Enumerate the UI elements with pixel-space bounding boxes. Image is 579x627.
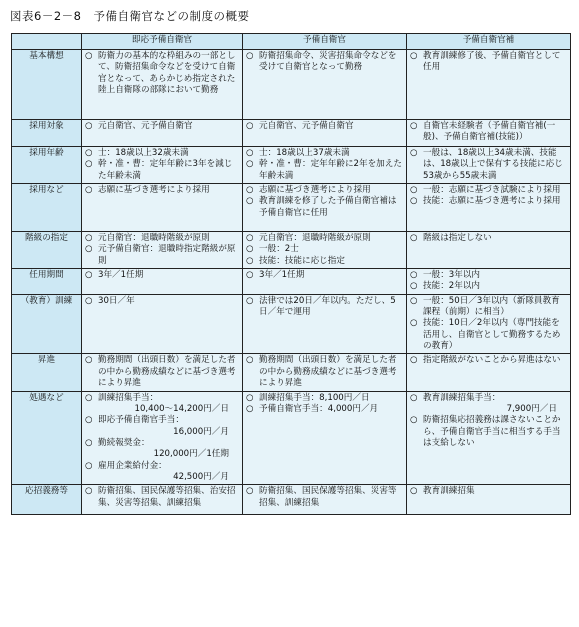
bullet-item [85,121,239,132]
table-cell [407,50,571,120]
table-row [12,391,571,485]
bullet-item [410,121,567,144]
bullet-text: 志願に基づき選考により採用 [98,185,210,196]
table-cell [82,354,243,391]
table-cell [243,232,407,269]
bullet-item [246,270,403,281]
table-row [12,354,571,391]
bullet-text: 勤務期間（出頭日数）を満足した者の中から勤務成績などに基づき選考により昇進 [98,355,236,389]
bullet-text: 元予備自衛官：退職時指定階級が原則 [98,244,236,266]
bullet-text: 一般：50日／3年以内（新隊員教育課程（前期）に相当） [423,295,560,318]
bullet-text: 元自衛官、元予備自衛官 [259,121,354,131]
bullet-marker: ○ [246,185,254,196]
bullet-item [246,196,403,219]
table-cell [243,120,407,147]
bullet-text: 一般：2士 [259,244,299,255]
bullet-marker: ○ [246,270,254,281]
bullet-text: 教育訓練修了後、予備自衛官として任用 [423,51,561,73]
bullet-item [246,244,403,255]
table-cell [243,269,407,295]
bullet-text: 技能：2年以内 [423,281,481,292]
bullet-marker: ○ [85,51,93,61]
bullet-marker: ○ [246,244,254,255]
bullet-marker: ○ [410,270,418,281]
bullet-item [246,51,403,74]
table-cell [407,269,571,295]
table-cell [407,120,571,147]
bullet-text: 防衛招集、国民保護等招集、治安招集、災害等招集、訓練招集 [98,486,236,508]
bullet-text: 幹・准・曹：定年年齢に3年を減じた年齢未満 [98,159,233,181]
row-label: 採用対象 [12,120,82,147]
bullet-marker: ○ [85,159,93,170]
bullet-item [410,270,567,281]
amount-value: 16,000円／月 [173,426,229,437]
bullet-item [85,415,239,426]
bullet-text: 訓練招集手当： [98,392,159,403]
bullet-marker: ○ [85,486,93,497]
bullet-marker: ○ [85,392,93,403]
bullet-marker: ○ [246,403,254,414]
row-label: 採用など [12,184,82,232]
bullet-item [410,51,567,74]
bullet-text: 勤続報奨金： [98,437,150,448]
bullet-marker: ○ [246,255,254,266]
bullet-text: 自衛官未経験者（予備自衛官補(一般)、予備自衛官補(技能)） [423,121,556,143]
bullet-marker: ○ [410,281,418,292]
bullet-marker: ○ [246,159,254,170]
bullet-marker: ○ [246,196,254,207]
system-overview-table [11,33,571,515]
bullet-text: 教育訓練を修了した予備自衛官補は予備自衛官に任用 [259,196,397,218]
bullet-marker: ○ [246,392,254,403]
bullet-text: 即応予備自衛官手当： [98,415,184,426]
bullet-item [85,438,239,449]
bullet-item [246,256,403,267]
bullet-marker: ○ [85,415,93,426]
bullet-marker: ○ [85,148,93,158]
bullet-marker: ○ [85,355,93,366]
row-label: 採用年齢 [12,147,82,184]
bullet-text: 元自衛官：退職時階級が原則 [98,233,210,244]
table-cell [243,147,407,184]
bullet-item [246,486,403,509]
bullet-text: 一般：3年以内 [423,270,481,281]
table-row [12,50,571,120]
bullet-item [85,233,239,244]
row-label: 任用期間 [12,269,82,295]
bullet-marker: ○ [246,355,254,366]
table-cell [82,147,243,184]
corner-cell [12,34,82,50]
amount-value: 10,400～14,200円／日 [134,403,229,414]
bullet-item [246,121,403,132]
figure-title: 図表6－2－8 予備自衛官などの制度の概要 [10,9,250,23]
bullet-text: 教育訓練招集手当： [423,392,501,403]
bullet-text: 士：18歳以上37歳未満 [259,148,350,158]
bullet-text: 予備自衛官手当：4,000円／月 [259,403,379,414]
bullet-marker: ○ [410,185,418,196]
bullet-marker: ○ [246,148,254,158]
bullet-item [410,185,567,196]
bullet-marker: ○ [85,437,93,448]
amount-value: 42,500円／月 [173,471,229,482]
bullet-marker: ○ [85,121,93,131]
bullet-marker: ○ [85,244,93,255]
column-header: 予備自衛官 [243,34,407,50]
bullet-marker: ○ [410,51,418,61]
table-row [12,294,571,354]
table-cell [82,391,243,485]
bullet-item [85,296,239,307]
bullet-item [410,296,567,319]
table-cell [82,232,243,269]
row-label: 基本構想 [12,50,82,120]
table-cell [407,184,571,232]
bullet-item [246,233,403,244]
bullet-marker: ○ [246,486,254,497]
bullet-marker: ○ [246,121,254,131]
bullet-item [410,281,567,292]
bullet-item [410,233,567,244]
bullet-marker: ○ [246,233,254,244]
column-header: 即応予備自衛官 [82,34,243,50]
bullet-text: 技能：志願に基づき選考により採用 [423,196,561,207]
table-row [12,269,571,295]
bullet-marker: ○ [410,355,418,366]
bullet-text: 技能：10日／2年以内（専門技能を活用し、自衛官として勤務するための教育） [423,318,561,352]
bullet-item [410,415,567,449]
bullet-marker: ○ [410,392,418,403]
bullet-item [410,318,567,352]
table-cell [407,354,571,391]
table-row [12,485,571,515]
bullet-item [85,244,239,267]
bullet-text: 元自衛官、元予備自衛官 [98,121,193,131]
row-label: 応招義務等 [12,485,82,515]
bullet-text: 一般は、18歳以上34歳未満、技能は、18歳以上で保有する技能に応じ53歳から55歳未満 [423,148,563,181]
bullet-item [85,159,239,182]
bullet-text: 3年／1任期 [259,270,305,281]
bullet-item [410,355,567,366]
bullet-text: 士：18歳以上32歳未満 [98,148,189,158]
bullet-item [410,196,567,207]
bullet-text: 技能：技能に応じ指定 [259,255,345,266]
bullet-item [410,486,567,497]
table-cell [82,485,243,515]
bullet-text: 志願に基づき選考により採用 [259,185,371,196]
bullet-marker: ○ [246,51,254,61]
bullet-text: 指定階級がないことから昇進はない [423,355,561,366]
bullet-text: 防衛力の基本的な枠組みの一部として、防衛招集命令などを受けて自衛官となって、あらかじめ指定された陸上自衛隊の部隊において勤務 [98,51,236,96]
row-label: 階級の指定 [12,232,82,269]
bullet-text: 幹・准・曹：定年年齢に2年を加えた年齢未満 [259,159,402,181]
bullet-item [246,355,403,389]
bullet-item [246,393,403,404]
bullet-text: 勤務期間（出頭日数）を満足した者の中から勤務成績などに基づき選考により昇進 [259,355,397,389]
table-cell [407,294,571,354]
table-row [12,232,571,269]
bullet-text: 元自衛官：退職時階級が原則 [259,233,371,244]
amount-value: 120,000円／1任期 [153,449,229,460]
bullet-text: 防衛招集応招義務は課さないことから、予備自衛官手当に相当する手当は支給しない [423,415,561,448]
bullet-marker: ○ [85,460,93,471]
row-label: 昇進 [12,354,82,391]
bullet-text: 訓練招集手当：8,100円／日 [259,392,370,403]
bullet-marker: ○ [85,295,93,306]
bullet-text: 階級は指定しない [423,233,492,244]
header-row [12,34,571,50]
table-cell [407,485,571,515]
bullet-item [85,355,239,389]
bullet-item [410,393,567,404]
table-cell [82,50,243,120]
bullet-marker: ○ [410,415,418,426]
bullet-item [85,461,239,472]
bullet-item [246,148,403,159]
table-cell [407,391,571,485]
bullet-item [246,404,403,415]
bullet-marker: ○ [85,270,93,281]
table-row [12,147,571,184]
bullet-text: 雇用企業給付金： [98,460,167,471]
bullet-marker: ○ [410,486,418,497]
bullet-marker: ○ [85,233,93,244]
bullet-marker: ○ [410,148,418,158]
table-cell [407,232,571,269]
row-label: （教育）訓練 [12,294,82,354]
table-row [12,184,571,232]
bullet-item [246,159,403,182]
bullet-item [85,270,239,281]
bullet-text: 防衛招集、国民保護等招集、災害等招集、訓練招集 [259,486,397,508]
bullet-text: 一般：志願に基づき試験により採用 [423,185,561,196]
bullet-item [246,185,403,196]
row-label: 処遇など [12,391,82,485]
table-cell [82,294,243,354]
bullet-text: 30日／年 [98,295,135,306]
bullet-text: 法律では20日／年以内。ただし、5日／年で運用 [259,295,396,318]
table-row [12,120,571,147]
bullet-item [85,148,239,159]
bullet-marker: ○ [85,185,93,196]
table-cell [82,120,243,147]
table-cell [82,184,243,232]
bullet-item [246,296,403,319]
bullet-text: 教育訓練招集 [423,486,475,497]
bullet-marker: ○ [246,295,254,306]
table-cell [243,354,407,391]
table-cell [82,269,243,295]
bullet-item [85,51,239,96]
table-cell [243,294,407,354]
amount-value: 7,900円／日 [506,403,557,414]
table-cell [243,391,407,485]
bullet-item [85,185,239,196]
bullet-marker: ○ [410,295,418,306]
bullet-item [85,393,239,404]
table-cell [243,184,407,232]
table-cell [243,485,407,515]
table-cell [243,50,407,120]
bullet-item [410,148,567,182]
bullet-marker: ○ [410,121,418,131]
bullet-text: 防衛招集命令、災害招集命令などを受けて自衛官となって勤務 [259,51,397,73]
bullet-item [85,486,239,509]
bullet-text: 3年／1任期 [98,270,144,281]
bullet-marker: ○ [410,318,418,329]
column-header: 予備自衛官補 [407,34,571,50]
bullet-marker: ○ [410,233,418,244]
table-cell [407,147,571,184]
bullet-marker: ○ [410,196,418,207]
